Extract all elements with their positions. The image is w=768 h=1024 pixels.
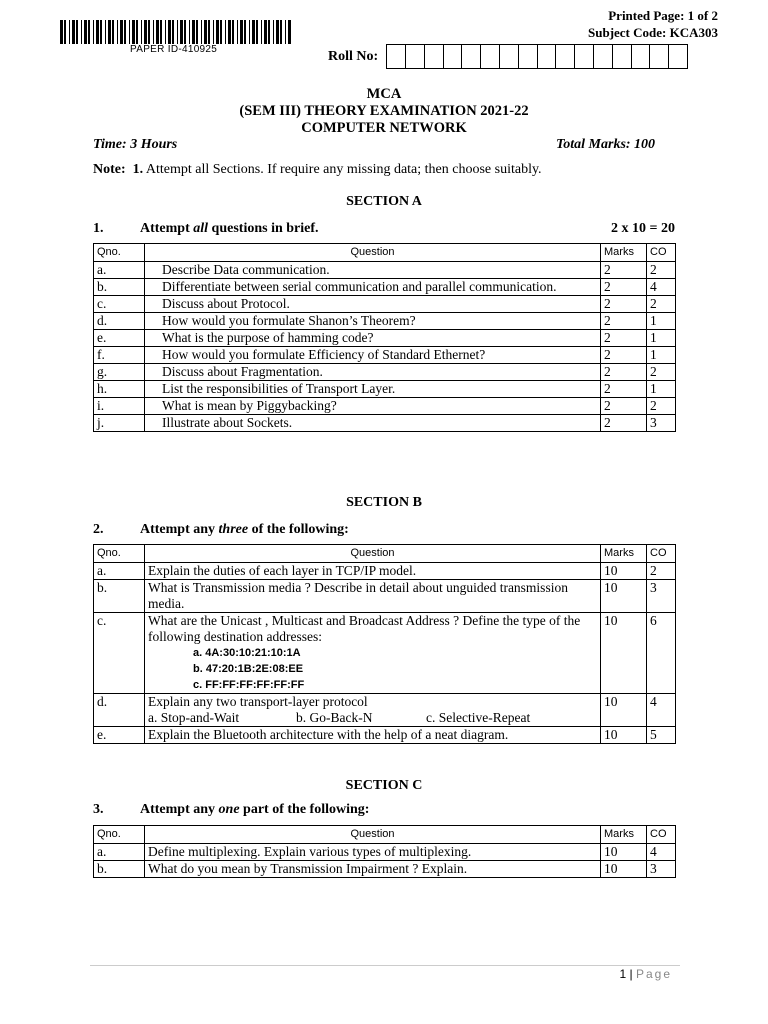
barcode — [60, 20, 292, 44]
printed-page: Printed Page: 1 of 2 — [608, 8, 718, 23]
note-number: 1. — [132, 162, 144, 177]
note-label: Note: — [93, 162, 126, 177]
table-row: d. How would you formulate Shanon’s Theorem? 2 1 — [94, 313, 676, 330]
table-row: b. Differentiate between serial communication and parallel communication. 2 4 — [94, 279, 676, 296]
table-row: d. Explain any two transport-layer protocol a. Stop-and-Wait b. Go-Back-N c. Selective-Repeat 10 4 — [94, 694, 676, 727]
section-c-table: Qno. Question Marks CO a. Define multiplexing. Explain various types of multiplexing. 10 4 b. What do you mean by Transmission Impairment ? Explain. 10 3 — [93, 825, 676, 878]
table-row: g. Discuss about Fragmentation. 2 2 — [94, 364, 676, 381]
table-row: j. Illustrate about Sockets. 2 3 — [94, 415, 676, 432]
program-title: MCA — [366, 86, 402, 102]
roll-number-area — [328, 44, 688, 69]
exam-title: (SEM III) THEORY EXAMINATION 2021-22 — [239, 103, 529, 119]
course-title: COMPUTER NETWORK — [301, 120, 467, 136]
section-a-marks: 2 x 10 = 20 — [611, 221, 675, 236]
section-c-instruction: 3. Attempt any one part of the following: — [93, 802, 370, 817]
page-footer: 1 | Page — [619, 967, 672, 981]
roll-label: Roll No: — [328, 48, 379, 64]
total-marks: Total Marks: 100 — [556, 137, 656, 152]
footer-divider — [90, 965, 680, 966]
section-b-title: SECTION B — [346, 495, 422, 510]
paper-id: PAPER ID-410925 — [130, 44, 218, 55]
table-row: c. What are the Unicast , Multicast and Broadcast Address ? Define the type of the following destination addresses: a. 4A:30:10:21:10:1A b. 47:20:1B:2E:08:EE c. FF:FF:FF:FF:FF:FF 10 6 — [94, 613, 676, 694]
table-row: b. What is Transmission media ? Describe in detail about unguided transmission media. 10 3 — [94, 580, 676, 613]
table-row: b. What do you mean by Transmission Impairment ? Explain. 10 3 — [94, 861, 676, 878]
roll-number-boxes — [386, 44, 688, 69]
table-row: i. What is mean by Piggybacking? 2 2 — [94, 398, 676, 415]
table-row: e. What is the purpose of hamming code? 2 1 — [94, 330, 676, 347]
subject-code: Subject Code: KCA303 — [588, 25, 718, 40]
note — [93, 162, 542, 178]
section-a-instruction: 1. Attempt all questions in brief. 2 x 10 = 20 — [93, 221, 675, 236]
table-row: c. Discuss about Protocol. 2 2 — [94, 296, 676, 313]
section-b-instruction: 2. Attempt any three of the following: — [93, 522, 349, 537]
table-row: e. Explain the Bluetooth architecture with the help of a neat diagram. 10 5 — [94, 727, 676, 744]
table-row: f. How would you formulate Efficiency of Standard Ethernet? 2 1 — [94, 347, 676, 364]
table-row: h. List the responsibilities of Transport Layer. 2 1 — [94, 381, 676, 398]
section-a-title: SECTION A — [346, 194, 422, 209]
section-c-title: SECTION C — [345, 778, 423, 793]
table-row: a. Describe Data communication. 2 2 — [94, 262, 676, 279]
section-a-table: Qno. Question Marks CO a. Describe Data communication. 2 2 b. Differentiate between serial communication and parallel communication. 2 4 c. Discuss about Protocol. 2 2 d. How would you formulate Shanon’s Theorem? 2 1 e. What is the purpose of hamming code? 2 1 f. How would you formulate Efficiency of Standard Ethernet? 2 1 g. Discuss about Fragmentation. 2 2 h. List the responsibilities of Transport Layer. 2 1 i. What is mean by Piggybacking? 2 2 j. Illustrate about Sockets. 2 3 — [93, 243, 676, 432]
table-row: a. Explain the duties of each layer in TCP/IP model. 10 2 — [94, 563, 676, 580]
table-row: a. Define multiplexing. Explain various types of multiplexing. 10 4 — [94, 844, 676, 861]
exam-time: Time: 3 Hours — [93, 137, 178, 152]
section-b-table: Qno. Question Marks CO a. Explain the duties of each layer in TCP/IP model. 10 2 b. What is Transmission media ? Describe in detail about unguided transmission media. 10 3 c. What are the Unicast , Multicast and Broadcast Address ? Define the type of the following destination addresses: a. 4A:30:10:21:10:1A b. 47:20:1B:2E:08:EE c. FF:FF:FF:FF:FF:FF 10 6 d. Explain any two transport-layer protocol a. Stop-and-Wait b. Go-Back-N c. Selective-Repeat 10 4 e. Explain the Bluetooth architecture with the help of a neat diagram. 10 5 — [93, 544, 676, 744]
note-text: Attempt all Sections. If require any missing data; then choose suitably. — [145, 162, 542, 177]
